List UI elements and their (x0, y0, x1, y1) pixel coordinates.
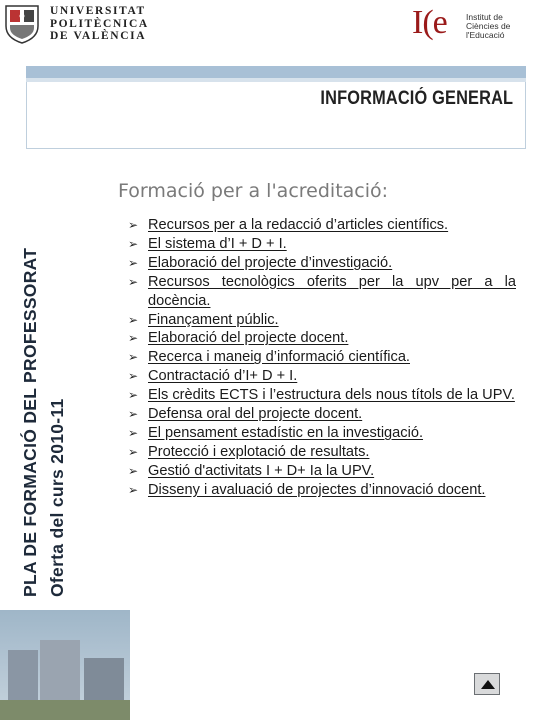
course-link[interactable]: Contractació d’I+ D + I. (148, 368, 298, 385)
course-list (128, 216, 516, 500)
list-item[interactable] (128, 254, 516, 273)
upv-logo-text: UNIVERSITAT POLITÈCNICA DE VALÈNCIA (50, 5, 149, 42)
list-item[interactable] (128, 273, 516, 311)
arrow-bullet-icon: ➢ (128, 463, 139, 478)
list-item[interactable] (128, 367, 516, 386)
arrow-bullet-icon: ➢ (128, 369, 139, 384)
list-item[interactable] (128, 216, 516, 235)
arrow-bullet-icon: ➢ (128, 331, 139, 346)
course-link[interactable]: Disseny i avaluació de projectes d’innovació docent. (148, 481, 486, 498)
list-item[interactable] (128, 235, 516, 254)
heading-frame (26, 82, 526, 149)
arrow-bullet-icon: ➢ (128, 444, 139, 459)
course-link[interactable]: Finançament públic. (148, 311, 279, 328)
ice-logo-letters: I(e (412, 4, 447, 41)
arrow-bullet-icon: ➢ (128, 312, 139, 327)
arrow-bullet-icon: ➢ (128, 482, 139, 497)
back-to-top-button[interactable] (474, 673, 500, 695)
course-link[interactable]: Recursos tecnològics oferits per la upv per a la docència. (148, 273, 516, 309)
arrow-bullet-icon: ➢ (128, 274, 139, 289)
list-item[interactable] (128, 462, 516, 481)
arrow-bullet-icon: ➢ (128, 425, 139, 440)
arrow-bullet-icon: ➢ (128, 388, 139, 403)
list-item[interactable] (128, 443, 516, 462)
campus-photo (0, 610, 130, 720)
arrow-bullet-icon: ➢ (128, 255, 139, 270)
course-link[interactable]: Protecció i explotació de resultats. (148, 443, 370, 460)
course-link[interactable]: Recerca i maneig d’informació científica. (148, 349, 410, 366)
course-link[interactable]: Els crèdits ECTS i l’estructura dels nous títols de la UPV. (148, 387, 515, 404)
course-link[interactable]: El sistema d’I + D + I. (148, 235, 287, 252)
content-title: Formació per a l'acreditació: (118, 180, 389, 202)
section-heading: INFORMACIÓ GENERAL (320, 88, 513, 109)
list-item[interactable] (128, 405, 516, 424)
arrow-bullet-icon: ➢ (128, 218, 139, 232)
course-link[interactable]: Elaboració del projecte docent. (148, 330, 349, 347)
arrow-bullet-icon: ➢ (128, 350, 139, 365)
sidebar (0, 0, 80, 600)
list-item[interactable] (128, 329, 516, 348)
course-link[interactable]: Recursos per a la redacció d’articles científics. (148, 217, 449, 233)
sidebar-subtitle: Oferta del curs 2010-11 (47, 398, 67, 597)
arrow-bullet-icon: ➢ (128, 236, 139, 251)
list-item[interactable] (128, 424, 516, 443)
course-link[interactable]: Defensa oral del projecte docent. (148, 406, 363, 423)
course-link[interactable]: Elaboració del projecte d’investigació. (148, 254, 393, 271)
up-arrow-icon (481, 680, 495, 689)
course-link[interactable]: Gestió d'activitats I + D+ Ia la UPV. (148, 462, 375, 479)
sidebar-title: PLA DE FORMACIÓ DEL PROFESSORAT (20, 247, 40, 597)
list-item[interactable] (128, 348, 516, 367)
list-item[interactable] (128, 386, 516, 405)
ice-logo (412, 4, 538, 44)
list-item[interactable] (128, 311, 516, 330)
ice-logo-caption: Institut de Ciències de l'Educació (466, 12, 511, 40)
header-bar (26, 66, 526, 78)
list-item[interactable] (128, 481, 516, 500)
arrow-bullet-icon: ➢ (128, 407, 139, 422)
course-link[interactable]: El pensament estadístic en la investigació. (148, 424, 424, 441)
